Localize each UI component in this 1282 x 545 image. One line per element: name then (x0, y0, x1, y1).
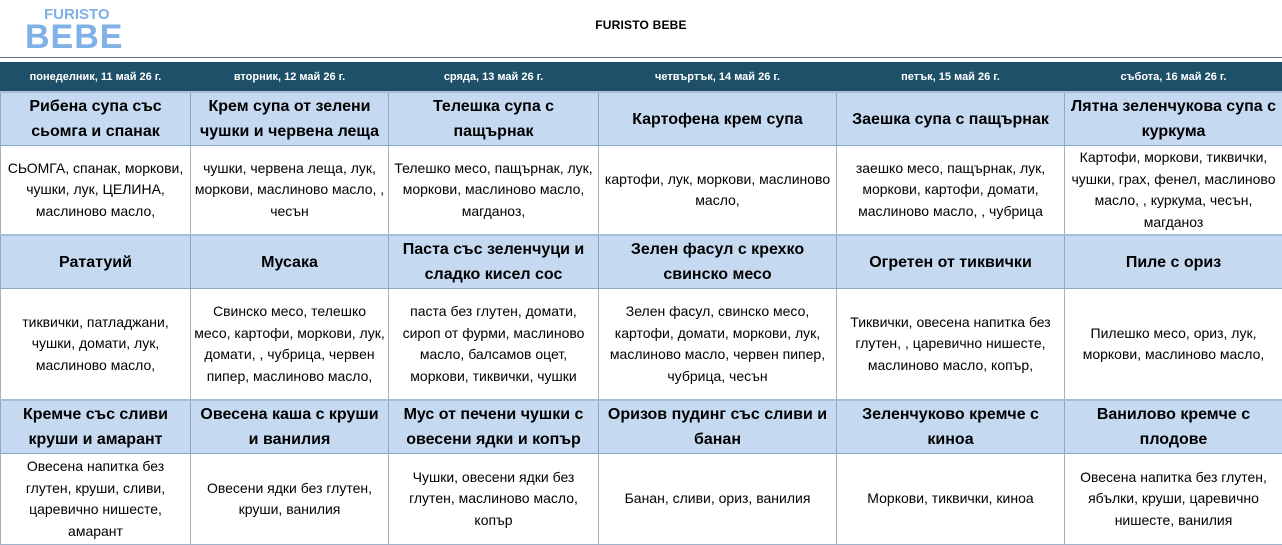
weekly-menu-table (0, 62, 1282, 545)
ingredients-row-soup (1, 146, 1282, 236)
dish-name: Зелен фасул с крехко свинско месо (599, 235, 837, 289)
ingredients-cell: Овесена напитка без глутен, ябълки, круши, царевично нишесте, ванилия (1065, 454, 1282, 545)
ingredients-cell: Телешко месо, пащърнак, лук, моркови, маслиново масло, магданоз, (389, 146, 599, 236)
ingredients-cell: Свинско месо, телешко месо, картофи, моркови, лук, домати, , чубрица, червен пипер, маслиново масло, (191, 289, 389, 401)
ingredients-cell: Тиквички, овесена напитка без глутен, , царевично нишесте, маслиново масло, копър, (837, 289, 1065, 401)
ingredients-cell: картофи, лук, моркови, маслиново масло, (599, 146, 837, 236)
ingredients-cell: Овесена напитка без глутен, круши, сливи, царевично нишесте, амарант (1, 454, 191, 545)
day-header: понеделник, 11 май 26 г. (1, 63, 191, 93)
dish-row-main (1, 235, 1282, 289)
dish-name: Рататуий (1, 235, 191, 289)
dish-name: Паста със зеленчуци и сладко кисел сос (389, 235, 599, 289)
dish-name: Крем супа от зелени чушки и червена леща (191, 92, 389, 146)
ingredients-cell: Картофи, моркови, тиквички, чушки, грах, фенел, маслиново масло, , куркума, чесън, магданоз (1065, 146, 1282, 236)
dish-row-dessert (1, 400, 1282, 454)
day-header-row (1, 63, 1282, 93)
ingredients-row-dessert (1, 454, 1282, 545)
page-title: FURISTO BEBE (0, 18, 1282, 32)
ingredients-cell: паста без глутен, домати, сироп от фурми, маслиново масло, балсамов оцет, моркови, тиквички, чушки (389, 289, 599, 401)
dish-name: Заешка супа с пащърнак (837, 92, 1065, 146)
dish-name: Пиле с ориз (1065, 235, 1282, 289)
dish-name: Рибена супа със сьомга и спанак (1, 92, 191, 146)
dish-name: Картофена крем супа (599, 92, 837, 146)
dish-name: Зеленчуково кремче с киноа (837, 400, 1065, 454)
day-header: вторник, 12 май 26 г. (191, 63, 389, 93)
ingredients-cell: СЬОМГА, спанак, моркови, чушки, лук, ЦЕЛИНА, маслиново масло, (1, 146, 191, 236)
dish-name: Ванилово кремче с плодове (1065, 400, 1282, 454)
dish-name: Мус от печени чушки с овесени ядки и копър (389, 400, 599, 454)
day-header: петък, 15 май 26 г. (837, 63, 1065, 93)
ingredients-cell: тиквички, патладжани, чушки, домати, лук, маслиново масло, (1, 289, 191, 401)
dish-name: Лятна зеленчукова супа с куркума (1065, 92, 1282, 146)
ingredients-cell: Зелен фасул, свинско месо, картофи, домати, моркови, лук, маслиново масло, червен пипер, чубрица, чесън (599, 289, 837, 401)
day-header: четвъртък, 14 май 26 г. (599, 63, 837, 93)
svg-text:FURISTO: FURISTO (44, 6, 110, 23)
dish-name: Огретен от тиквички (837, 235, 1065, 289)
day-header: сряда, 13 май 26 г. (389, 63, 599, 93)
ingredients-cell: заешко месо, пащърнак, лук, моркови, картофи, домати, маслиново масло, , чубрица (837, 146, 1065, 236)
ingredients-cell: Банан, сливи, ориз, ванилия (599, 454, 837, 545)
svg-text:BEBE: BEBE (25, 18, 123, 54)
dish-name: Оризов пудинг със сливи и банан (599, 400, 837, 454)
ingredients-cell: Пилешко месо, ориз, лук, моркови, маслиново масло, (1065, 289, 1282, 401)
ingredients-cell: Чушки, овесени ядки без глутен, маслиново масло, копър (389, 454, 599, 545)
dish-name: Мусака (191, 235, 389, 289)
ingredients-cell: Моркови, тиквички, киноа (837, 454, 1065, 545)
page-header (0, 0, 1282, 58)
dish-name: Овесена каша с круши и ванилия (191, 400, 389, 454)
ingredients-cell: чушки, червена леща, лук, моркови, маслиново масло, , чесън (191, 146, 389, 236)
dish-name: Телешка супа с пащърнак (389, 92, 599, 146)
dish-name: Кремче със сливи круши и амарант (1, 400, 191, 454)
ingredients-cell: Овесени ядки без глутен, круши, ванилия (191, 454, 389, 545)
ingredients-row-main (1, 289, 1282, 401)
day-header: събота, 16 май 26 г. (1065, 63, 1282, 93)
dish-row-soup (1, 92, 1282, 146)
